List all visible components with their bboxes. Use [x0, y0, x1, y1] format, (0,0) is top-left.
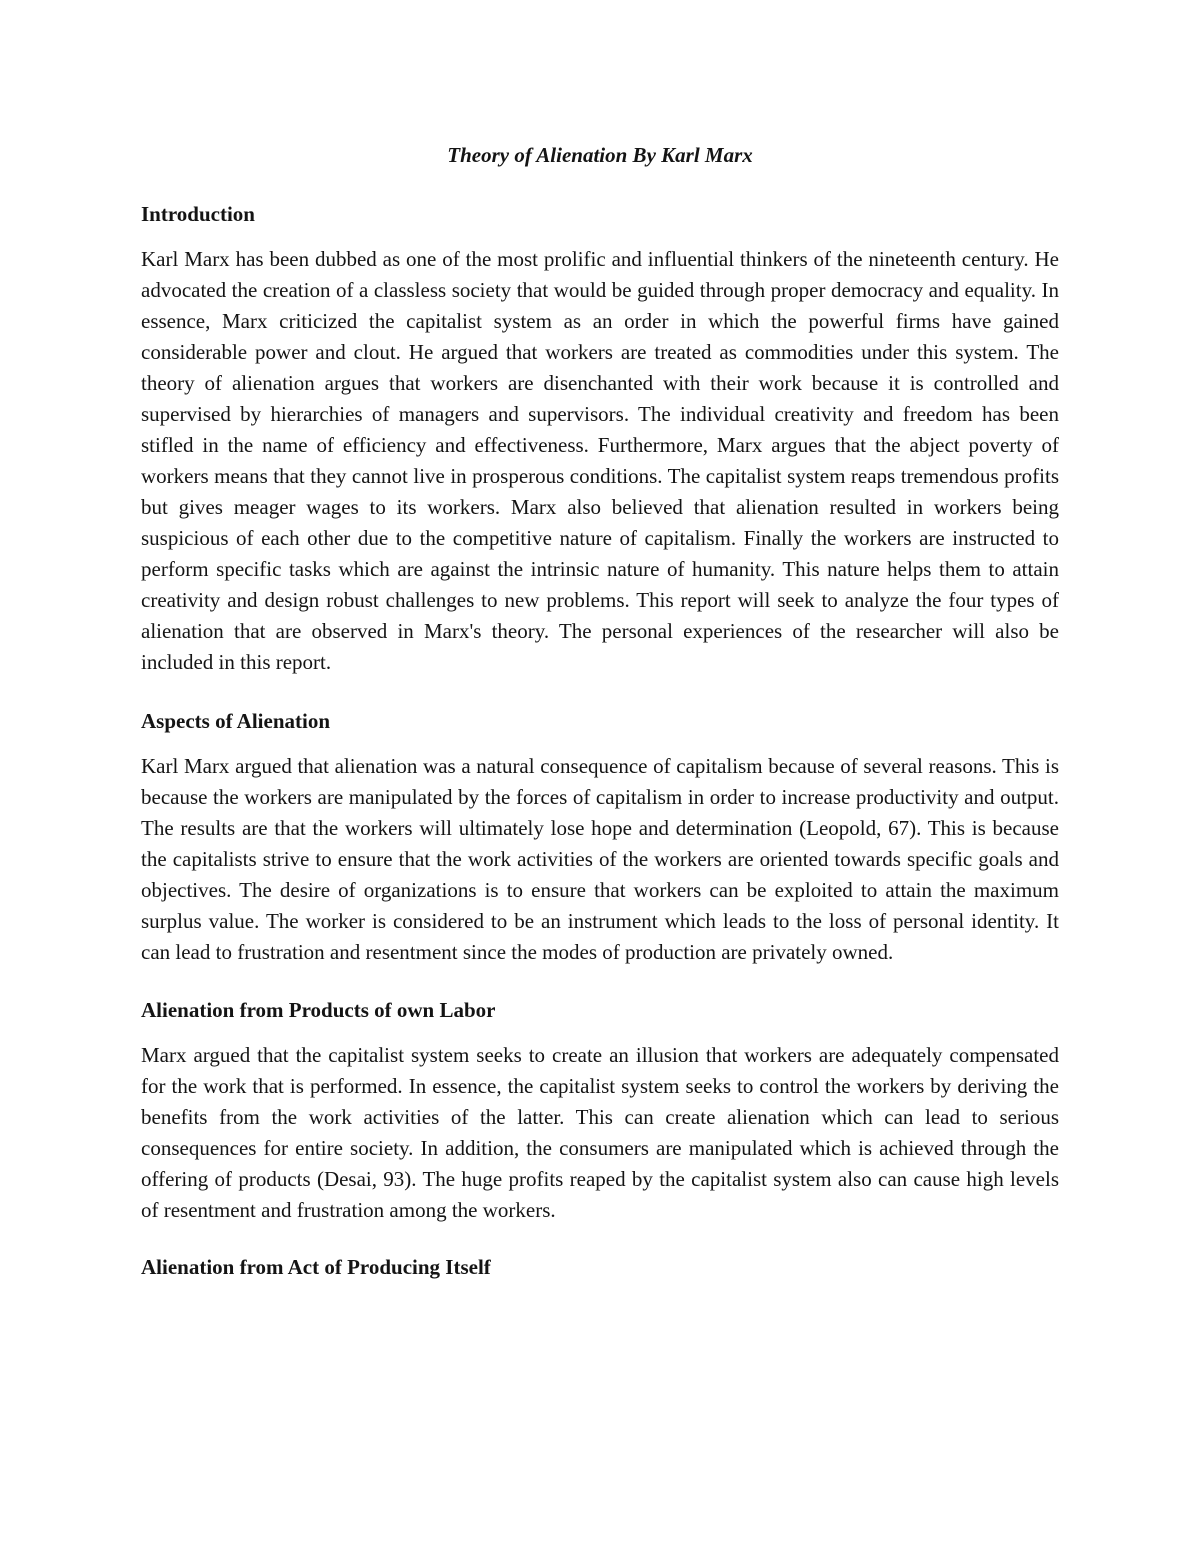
- heading-alienation-from-act-of-producing: Alienation from Act of Producing Itself: [141, 1255, 491, 1279]
- heading-introduction: Introduction: [141, 202, 255, 226]
- paragraph-aspects-of-alienation: Karl Marx argued that alienation was a natural consequence of capitalism because of several reasons. This is because the workers are manipulated by the forces of capitalism in order to increase productivity and output. The results are that the workers will ultimately lose hope and determination (Leopold, 67). This is because the capitalists strive to ensure that the work activities of the workers are oriented towards specific goals and objectives. The desire of organizations is to ensure that workers can be exploited to attain the maximum surplus value. The worker is considered to be an instrument which leads to the loss of personal identity. It can lead to frustration and resentment since the modes of production are privately owned.: [141, 754, 1059, 964]
- document-body: [141, 140, 1059, 1283]
- paragraph-alienation-from-products: Marx argued that the capitalist system seeks to create an illusion that workers are adequately compensated for the work that is performed. In essence, the capitalist system seeks to control the workers by deriving the benefits from the work activities of the latter. This can create alienation which can lead to serious consequences for entire society. In addition, the consumers are manipulated which is achieved through the offering of products (Desai, 93). The huge profits reaped by the capitalist system also can cause high levels of resentment and frustration among the workers.: [141, 1043, 1059, 1222]
- heading-aspects-of-alienation: Aspects of Alienation: [141, 709, 330, 733]
- heading-alienation-from-products: Alienation from Products of own Labor: [141, 998, 496, 1022]
- document-title: Theory of Alienation By Karl Marx: [447, 143, 753, 167]
- paragraph-introduction: Karl Marx has been dubbed as one of the most prolific and influential thinkers of the nineteenth century. He advocated the creation of a classless society that would be guided through proper democracy and equality. In essence, Marx criticized the capitalist system as an order in which the powerful firms have gained considerable power and clout. He argued that workers are treated as commodities under this system. The theory of alienation argues that workers are disenchanted with their work because it is controlled and supervised by hierarchies of managers and supervisors. The individual creativity and freedom has been stifled in the name of efficiency and effectiveness. Furthermore, Marx argues that the abject poverty of workers means that they cannot live in prosperous conditions. The capitalist system reaps tremendous profits but gives meager wages to its workers. Marx also believed that alienation resulted in workers being suspicious of each other due to the competitive nature of capitalism. Finally the workers are instructed to perform specific tasks which are against the intrinsic nature of humanity. This nature helps them to attain creativity and design robust challenges to new problems. This report will seek to analyze the four types of alienation that are observed in Marx's theory. The personal experiences of the researcher will also be included in this report.: [141, 247, 1059, 674]
